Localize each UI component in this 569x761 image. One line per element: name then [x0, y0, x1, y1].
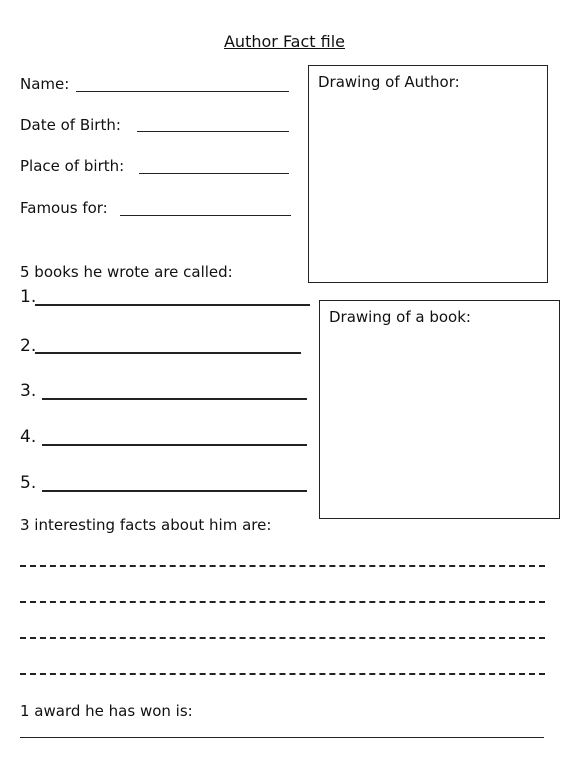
book-number-3: 3.	[20, 381, 37, 401]
book-1-field[interactable]	[35, 304, 310, 306]
dob-label: Date of Birth:	[20, 116, 121, 134]
famous-for-field[interactable]	[120, 215, 291, 216]
place-of-birth-label: Place of birth:	[20, 157, 125, 175]
fact-1-field[interactable]	[20, 565, 545, 567]
award-heading: 1 award he has won is:	[20, 702, 193, 720]
name-label: Name:	[20, 75, 70, 93]
book-2-field[interactable]	[35, 352, 301, 354]
place-of-birth-field[interactable]	[139, 173, 289, 174]
fact-4-field[interactable]	[20, 673, 545, 675]
author-drawing-box[interactable]	[308, 65, 548, 283]
name-field[interactable]	[76, 91, 289, 92]
author-drawing-label: Drawing of Author:	[318, 73, 460, 91]
books-heading: 5 books he wrote are called:	[20, 263, 233, 281]
book-number-4: 4.	[20, 427, 37, 447]
dob-field[interactable]	[137, 131, 289, 132]
famous-for-label: Famous for:	[20, 199, 108, 217]
book-4-field[interactable]	[42, 444, 307, 446]
award-field[interactable]	[20, 737, 544, 738]
book-5-field[interactable]	[42, 490, 307, 492]
facts-heading: 3 interesting facts about him are:	[20, 516, 272, 534]
page-title: Author Fact file	[223, 32, 345, 51]
book-number-2: 2.	[20, 336, 37, 356]
fact-3-field[interactable]	[20, 637, 545, 639]
book-number-1: 1.	[20, 287, 37, 307]
book-number-5: 5.	[20, 473, 37, 493]
fact-2-field[interactable]	[20, 601, 545, 603]
book-3-field[interactable]	[42, 398, 307, 400]
book-drawing-label: Drawing of a book:	[329, 308, 471, 326]
book-drawing-box[interactable]	[319, 300, 560, 519]
